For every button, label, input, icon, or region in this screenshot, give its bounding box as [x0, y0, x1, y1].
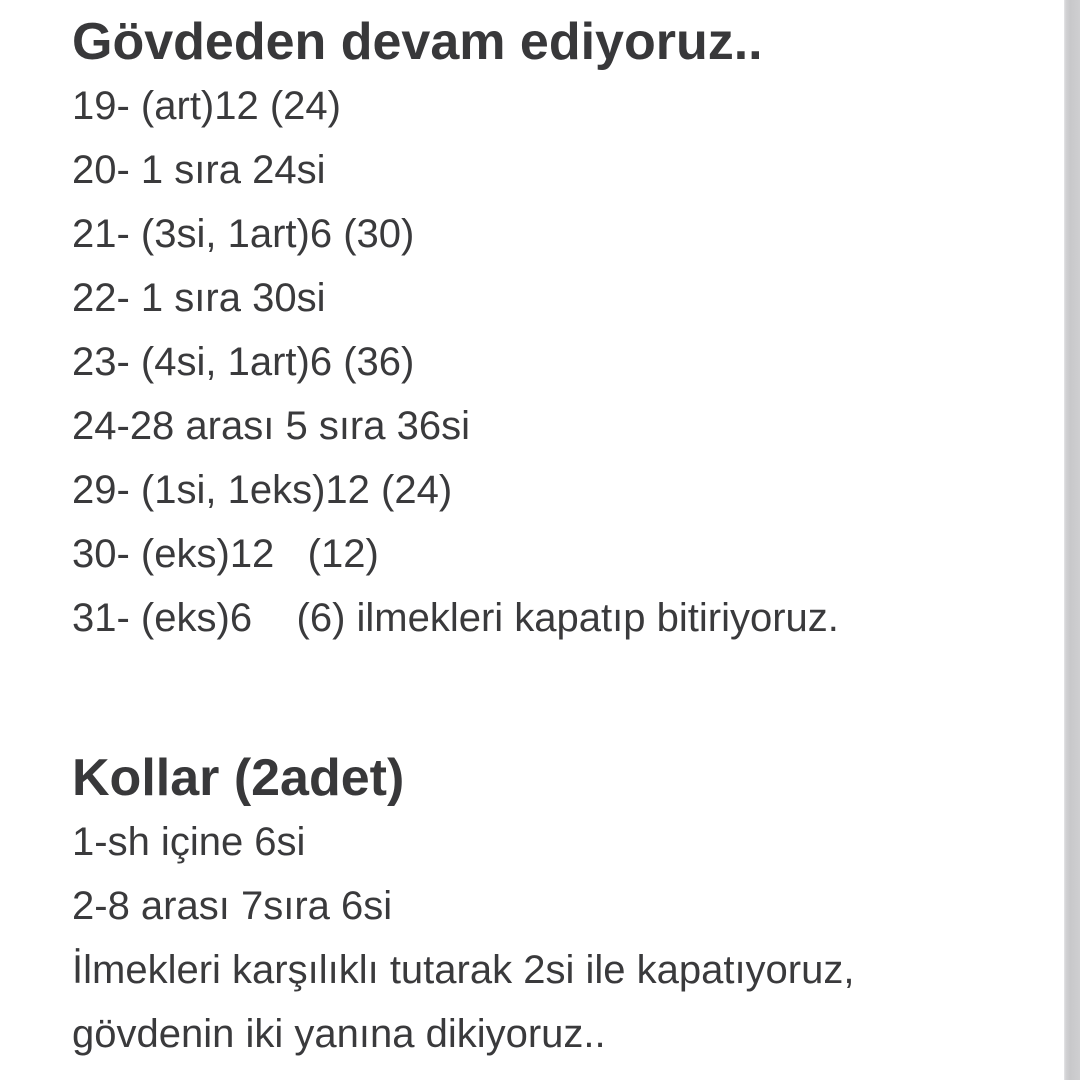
instruction-line: 21- (3si, 1art)6 (30)	[72, 212, 415, 256]
instruction-line: 24-28 arası 5 sıra 36si	[72, 404, 470, 448]
instruction-line: 20- 1 sıra 24si	[72, 148, 326, 192]
note-content	[72, 10, 1052, 1066]
instruction-line: 2-8 arası 7sıra 6si	[72, 884, 393, 928]
instruction-line: 23- (4si, 1art)6 (36)	[72, 340, 415, 384]
instruction-line: 19- (art)12 (24)	[72, 84, 341, 128]
instruction-line: gövdenin iki yanına dikiyoruz..	[72, 1012, 606, 1056]
body-instructions-list	[72, 74, 1052, 650]
instruction-line: İlmekleri karşılıklı tutarak 2si ile kapatıyoruz,	[72, 948, 855, 992]
window-edge	[1064, 0, 1080, 1080]
instruction-line: 22- 1 sıra 30si	[72, 276, 326, 320]
section-title-body: Gövdeden devam ediyoruz..	[72, 13, 763, 71]
instruction-line: 31- (eks)6 (6) ilmekleri kapatıp bitiriyoruz.	[72, 596, 839, 640]
section-title-arms: Kollar (2adet)	[72, 749, 405, 807]
instruction-line: 29- (1si, 1eks)12 (24)	[72, 468, 453, 512]
section-spacer	[72, 650, 1052, 746]
instruction-line: 1-sh içine 6si	[72, 820, 306, 864]
arms-instructions-list	[72, 810, 1052, 1066]
instruction-line: 30- (eks)12 (12)	[72, 532, 379, 576]
